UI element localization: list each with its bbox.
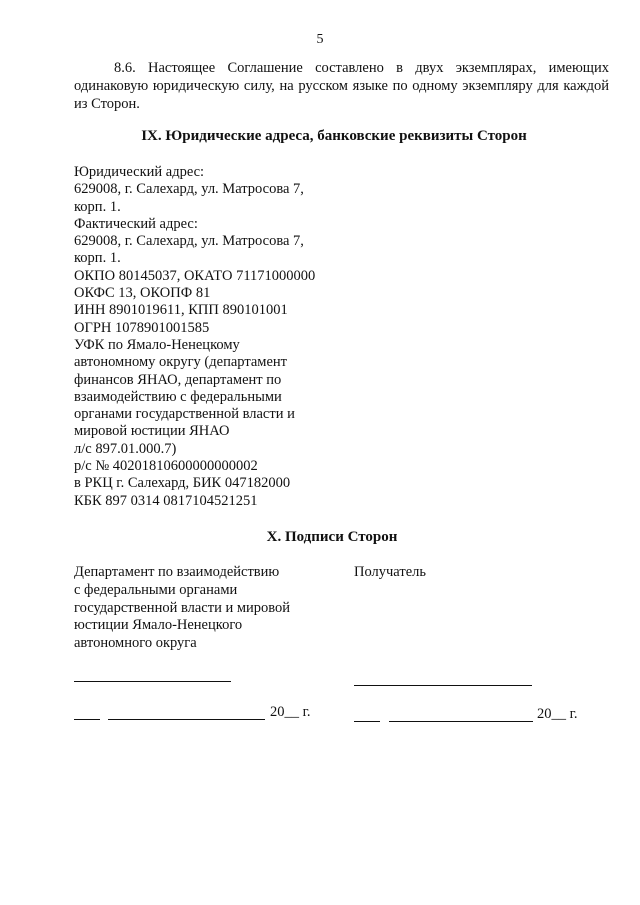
requisite-line: органами государственной власти и	[74, 406, 295, 423]
requisite-line: Фактический адрес:	[74, 215, 198, 232]
right-month-line	[389, 721, 533, 722]
requisite-line: ИНН 8901019611, КПП 890101001	[74, 302, 288, 319]
requisite-line: корп. 1.	[74, 250, 121, 267]
left-day-line	[74, 719, 100, 720]
requisite-line: Юридический адрес:	[74, 164, 205, 180]
requisite-line: УФК по Ямало-Ненецкому	[74, 336, 240, 353]
requisite-line: корп. 1.	[74, 198, 121, 215]
requisite-line: мировой юстиции ЯНАО	[74, 423, 230, 440]
requisites-block	[74, 164, 374, 510]
requisite-line: автономному округу (департамент	[74, 354, 287, 371]
right-year-label: 20__ г.	[537, 706, 578, 722]
requisite-line: финансов ЯНАО, департамент по	[74, 371, 282, 388]
requisite-line: р/с № 40201810600000000002	[74, 458, 258, 475]
left-party-line: Департамент по взаимодействию	[74, 564, 280, 580]
page-number: 5	[316, 32, 324, 47]
requisite-line: КБК 897 0314 0817104521251	[74, 492, 258, 509]
section-9-heading: IX. Юридические адреса, банковские реквизиты Сторон	[141, 128, 527, 144]
requisite-line: в РКЦ г. Салехард, БИК 047182000	[74, 475, 291, 492]
requisite-line: ОКФС 13, ОКОПФ 81	[74, 285, 211, 302]
requisite-line: 629008, г. Салехард, ул. Матросова 7,	[74, 233, 304, 250]
left-month-line	[108, 719, 265, 720]
clause-8-6: 8.6. Настоящее Соглашение составлено в двух экземплярах, имеющих одинаковую юридическую силу, на русском языке по одному экземпляру для каждой из Сторон.	[74, 60, 609, 112]
right-party-name: Получатель	[354, 564, 426, 580]
left-party-line: юстиции Ямало-Ненецкого	[74, 617, 243, 634]
left-party-line: автономного округа	[74, 635, 197, 652]
left-year-label: 20__ г.	[270, 704, 311, 720]
requisite-line: ОКПО 80145037, ОКАТО 71171000000	[74, 267, 316, 284]
left-party-line: с федеральными органами	[74, 581, 238, 598]
left-party-name	[74, 564, 319, 653]
requisite-line: взаимодействию с федеральными	[74, 388, 282, 405]
section-10-heading: X. Подписи Сторон	[266, 529, 398, 545]
requisite-line: 629008, г. Салехард, ул. Матросова 7,	[74, 181, 304, 198]
requisite-line: ОГРН 1078901001585	[74, 319, 210, 336]
right-signature-line	[354, 685, 532, 686]
right-day-line	[354, 721, 380, 722]
left-party-line: государственной власти и мировой	[74, 599, 291, 616]
requisite-line: л/с 897.01.000.7)	[74, 440, 177, 457]
left-signature-line	[74, 681, 231, 682]
